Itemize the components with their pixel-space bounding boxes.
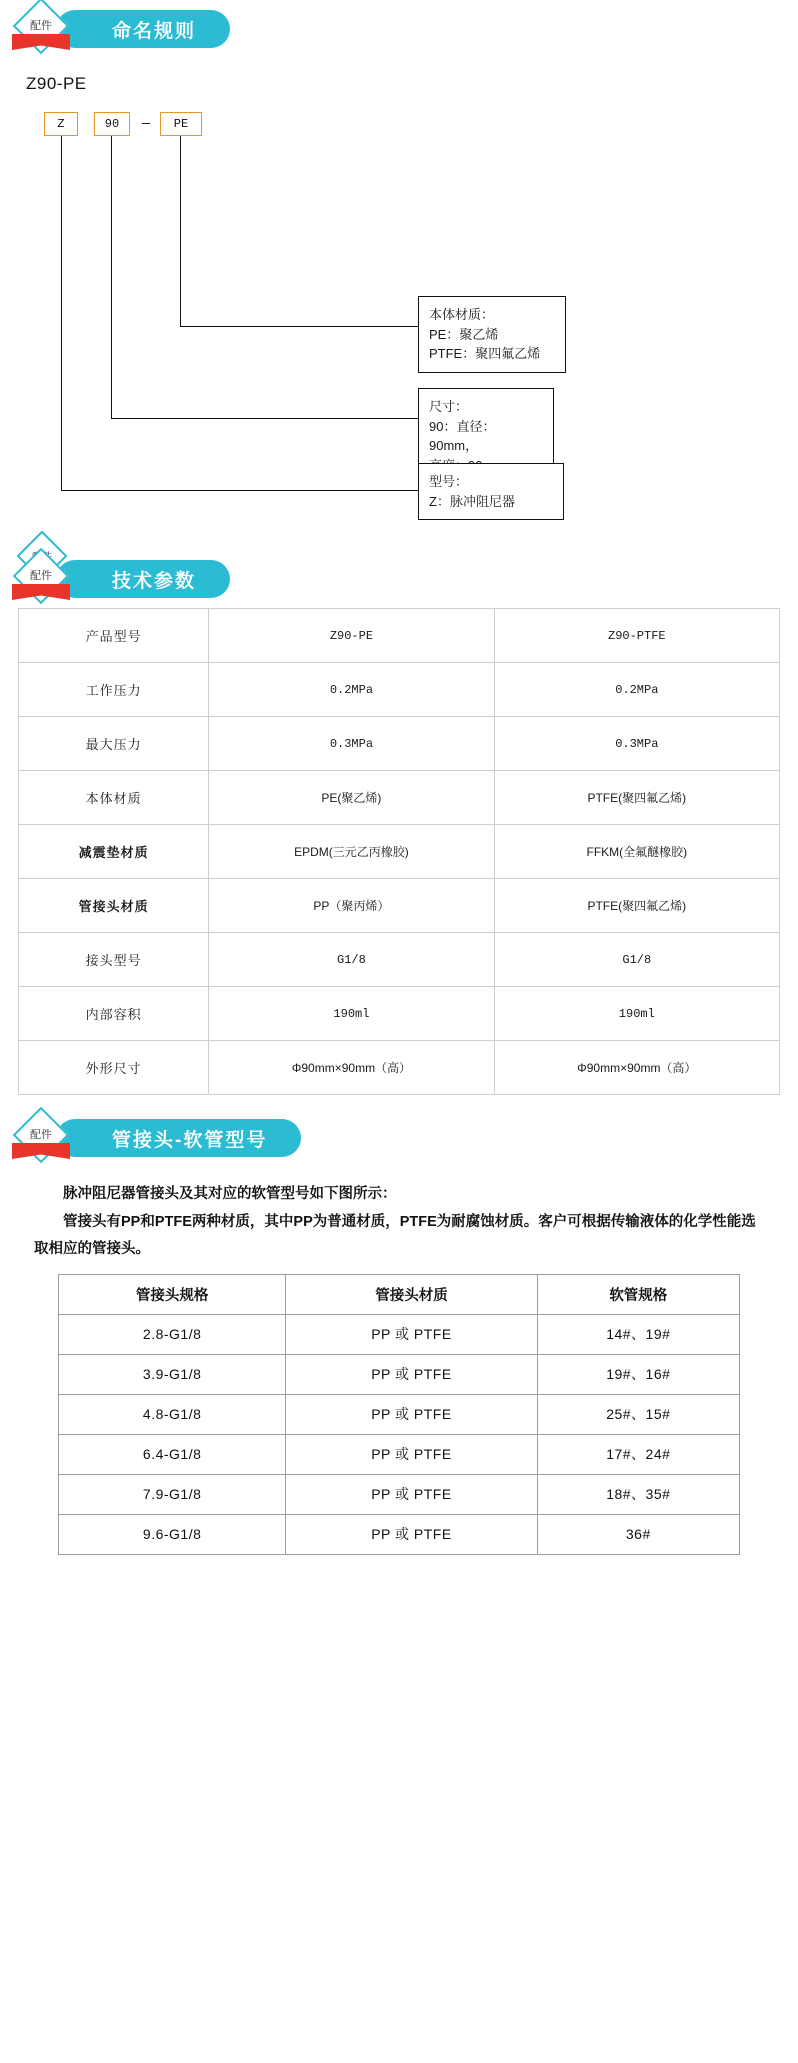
table-row — [59, 1514, 740, 1554]
fitting-spec: 3.9-G1/8 — [59, 1354, 286, 1394]
leader-line-model-horizontal — [61, 490, 418, 491]
section-banner-naming — [0, 0, 798, 58]
ribbon-badge-label: 配件 — [30, 20, 52, 32]
hose-spec: 17#、24# — [537, 1434, 739, 1474]
table-row — [59, 1434, 740, 1474]
fitting-paragraph: 管接头有PP和PTFE两种材质，其中PP为普通材质，PTFE为耐腐蚀材质。客户可根据传输液体的化学性能选取相应的管接头。 — [34, 1213, 756, 1258]
spec-value-ptfe: FFKM(全氟醚橡胶) — [494, 825, 779, 879]
fitting-spec: 9.6-G1/8 — [59, 1514, 286, 1554]
fitting-material: PP 或 PTFE — [286, 1314, 537, 1354]
hose-spec: 14#、19# — [537, 1314, 739, 1354]
spec-value-ptfe: PTFE(聚四氟乙烯) — [494, 771, 779, 825]
spec-value-pe: 0.3MPa — [209, 717, 494, 771]
spec-value-ptfe: G1/8 — [494, 933, 779, 987]
table-row — [59, 1394, 740, 1434]
info-line: PTFE：聚四氟乙烯 — [429, 346, 541, 361]
info-box-model — [418, 463, 564, 520]
table-row — [59, 1474, 740, 1514]
spec-value-ptfe: Φ90mm×90mm（高） — [494, 1041, 779, 1095]
table-row — [19, 987, 780, 1041]
spec-value-pe: 190ml — [209, 987, 494, 1041]
code-separator-dash: — — [141, 116, 151, 132]
table-header-row — [59, 1274, 740, 1314]
table-row — [19, 609, 780, 663]
spec-value-pe: 0.2MPa — [209, 663, 494, 717]
fitting-material: PP 或 PTFE — [286, 1514, 537, 1554]
fitting-table-wrap — [0, 1274, 798, 1579]
leader-line-material-horizontal — [180, 326, 418, 327]
table-row — [19, 771, 780, 825]
spec-value-pe: PE(聚乙烯) — [209, 771, 494, 825]
table-row — [19, 717, 780, 771]
fitting-material: PP 或 PTFE — [286, 1394, 537, 1434]
hose-spec: 25#、15# — [537, 1394, 739, 1434]
spec-label: 内部容积 — [19, 987, 209, 1041]
hose-spec: 36# — [537, 1514, 739, 1554]
ribbon-badge-label: 配件 — [30, 1129, 52, 1141]
table-row — [59, 1354, 740, 1394]
fitting-spec: 7.9-G1/8 — [59, 1474, 286, 1514]
ribbon-badge-naming — [10, 6, 72, 54]
code-segment-90: 90 — [94, 112, 130, 136]
spec-label: 管接头材质 — [19, 879, 209, 933]
info-line: 90：直径：90mm， — [429, 418, 496, 453]
tech-spec-table — [18, 608, 780, 1095]
leader-line-model-vertical — [61, 136, 62, 490]
table-row — [19, 825, 780, 879]
spec-label: 工作压力 — [19, 663, 209, 717]
fitting-description — [34, 1181, 764, 1264]
info-box-body-material — [418, 296, 566, 373]
info-line: 本体材质： — [429, 307, 495, 322]
fitting-spec: 4.8-G1/8 — [59, 1394, 286, 1434]
spec-value-pe: Φ90mm×90mm（高） — [209, 1041, 494, 1095]
table-row — [19, 879, 780, 933]
spec-value-ptfe: 0.3MPa — [494, 717, 779, 771]
spec-label: 外形尺寸 — [19, 1041, 209, 1095]
info-line: PE：聚乙烯 — [429, 326, 499, 342]
section-banner-fitting — [0, 1109, 798, 1167]
hose-spec: 19#、16# — [537, 1354, 739, 1394]
section-title-fitting: 管接头-软管型号 — [56, 1119, 301, 1157]
fitting-hose-table — [58, 1274, 740, 1555]
hose-spec: 18#、35# — [537, 1474, 739, 1514]
spec-label: 最大压力 — [19, 717, 209, 771]
fitting-material: PP 或 PTFE — [286, 1354, 537, 1394]
tech-spec-table-wrap — [0, 608, 798, 1095]
fitting-column-header: 管接头材质 — [286, 1274, 537, 1314]
fitting-material: PP 或 PTFE — [286, 1434, 537, 1474]
model-code-text: Z90-PE — [26, 74, 87, 93]
spec-label: 产品型号 — [19, 609, 209, 663]
code-segment-pe: PE — [160, 112, 202, 136]
ribbon-badge-label: 配件 — [30, 570, 52, 582]
leader-line-size-horizontal — [111, 418, 418, 419]
section-title-naming: 命名规则 — [56, 10, 230, 48]
fitting-paragraph: 脉冲阻尼器管接头及其对应的软管型号如下图所示： — [63, 1186, 397, 1202]
spec-value-pe: Z90-PE — [209, 609, 494, 663]
spec-value-ptfe: Z90-PTFE — [494, 609, 779, 663]
leader-line-size-vertical — [111, 136, 112, 418]
section-banner-tech — [0, 538, 798, 608]
spec-label: 本体材质 — [19, 771, 209, 825]
fitting-spec: 2.8-G1/8 — [59, 1314, 286, 1354]
fitting-column-header: 软管规格 — [537, 1274, 739, 1314]
code-segment-z: Z — [44, 112, 78, 136]
section-title-tech: 技术参数 — [56, 560, 230, 598]
spec-value-ptfe: 0.2MPa — [494, 663, 779, 717]
spec-value-pe: PP（聚丙烯） — [209, 879, 494, 933]
ribbon-badge-tech — [10, 556, 72, 604]
fitting-material: PP 或 PTFE — [286, 1474, 537, 1514]
fitting-column-header: 管接头规格 — [59, 1274, 286, 1314]
spec-value-pe: EPDM(三元乙丙橡胶) — [209, 825, 494, 879]
table-row — [19, 933, 780, 987]
info-line: Z：脉冲阻尼器 — [429, 493, 515, 509]
info-line: 尺寸： — [429, 399, 469, 414]
naming-rule-diagram — [0, 68, 798, 538]
fitting-spec: 6.4-G1/8 — [59, 1434, 286, 1474]
spec-value-ptfe: 190ml — [494, 987, 779, 1041]
spec-label: 接头型号 — [19, 933, 209, 987]
spec-label: 减震垫材质 — [19, 825, 209, 879]
table-row — [59, 1314, 740, 1354]
table-row — [19, 663, 780, 717]
leader-line-material-vertical — [180, 136, 181, 326]
ribbon-badge-fitting — [10, 1115, 72, 1163]
table-row — [19, 1041, 780, 1095]
spec-value-pe: G1/8 — [209, 933, 494, 987]
info-line: 型号： — [429, 474, 469, 489]
spec-value-ptfe: PTFE(聚四氟乙烯) — [494, 879, 779, 933]
